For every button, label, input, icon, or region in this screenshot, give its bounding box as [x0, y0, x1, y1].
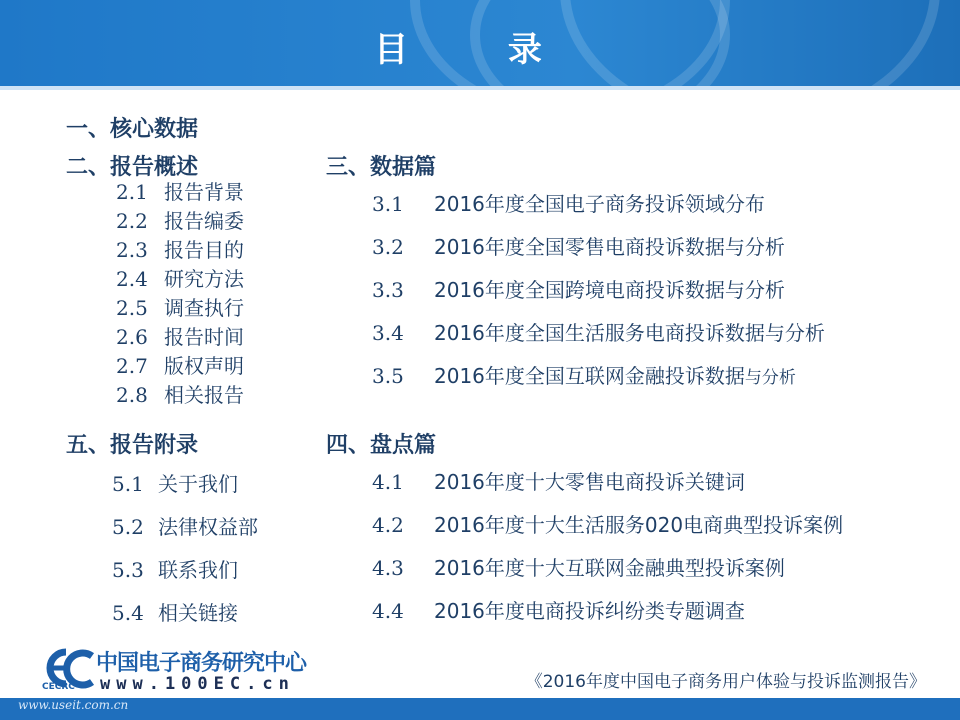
footer-bar — [0, 698, 960, 720]
list-item[interactable]: 4.1 2016年度十大零售电商投诉关键词 — [372, 470, 745, 494]
list-item[interactable]: 2.2 报告编委 — [116, 209, 244, 233]
list-item[interactable]: 5.2 法律权益部 — [112, 515, 258, 539]
logo-abbr: CECRC — [42, 682, 75, 692]
review-section-list — [372, 466, 843, 638]
list-item[interactable]: 2.1 报告背景 — [116, 180, 244, 204]
section-heading-review[interactable]: 四、盘点篇 — [326, 433, 437, 458]
report-title: 《2016年度中国电子商务用户体验与投诉监测报告》 — [525, 672, 926, 692]
list-item[interactable]: 2.5 调查执行 — [116, 296, 244, 320]
data-section-list — [372, 188, 825, 403]
list-item[interactable]: 3.4 2016年度全国生活服务电商投诉数据与分析 — [372, 321, 825, 345]
list-item[interactable]: 5.4 相关链接 — [112, 601, 238, 625]
section-heading-core-data[interactable]: 一、核心数据 — [66, 117, 199, 142]
section-heading-overview[interactable]: 二、报告概述 — [66, 155, 199, 180]
overview-list — [116, 178, 244, 410]
list-item[interactable]: 3.5 2016年度全国互联网金融投诉数据与分析 — [372, 364, 796, 388]
header-divider — [0, 86, 960, 90]
list-item[interactable]: 3.3 2016年度全国跨境电商投诉数据与分析 — [372, 278, 785, 302]
list-item[interactable]: 4.3 2016年度十大互联网金融典型投诉案例 — [372, 556, 785, 580]
list-item[interactable]: 4.2 2016年度十大生活服务020电商典型投诉案例 — [372, 513, 844, 537]
page-title: 目 录 — [374, 30, 586, 70]
watermark: www.useit.com.cn — [18, 698, 129, 712]
section-heading-appendix[interactable]: 五、报告附录 — [66, 433, 199, 458]
list-item[interactable]: 2.7 版权声明 — [116, 354, 244, 378]
list-item[interactable]: 2.6 报告时间 — [116, 325, 244, 349]
section-heading-data[interactable]: 三、数据篇 — [326, 155, 437, 180]
list-item[interactable]: 3.1 2016年度全国电子商务投诉领域分布 — [372, 192, 765, 216]
cecrc-logo[interactable] — [40, 646, 307, 696]
list-item[interactable]: 3.2 2016年度全国零售电商投诉数据与分析 — [372, 235, 785, 259]
logo-url[interactable]: www.100EC.cn — [100, 674, 295, 694]
list-item[interactable]: 5.1 关于我们 — [112, 472, 238, 496]
header-banner — [0, 0, 960, 86]
list-item[interactable]: 5.3 联系我们 — [112, 558, 238, 582]
list-item[interactable]: 4.4 2016年度电商投诉纠纷类专题调查 — [372, 599, 745, 623]
appendix-list — [112, 468, 258, 640]
list-item[interactable]: 2.8 相关报告 — [116, 383, 244, 407]
logo-name: 中国电子商务研究中心 — [96, 651, 307, 676]
list-item[interactable]: 2.4 研究方法 — [116, 267, 244, 291]
list-item[interactable]: 2.3 报告目的 — [116, 238, 244, 262]
